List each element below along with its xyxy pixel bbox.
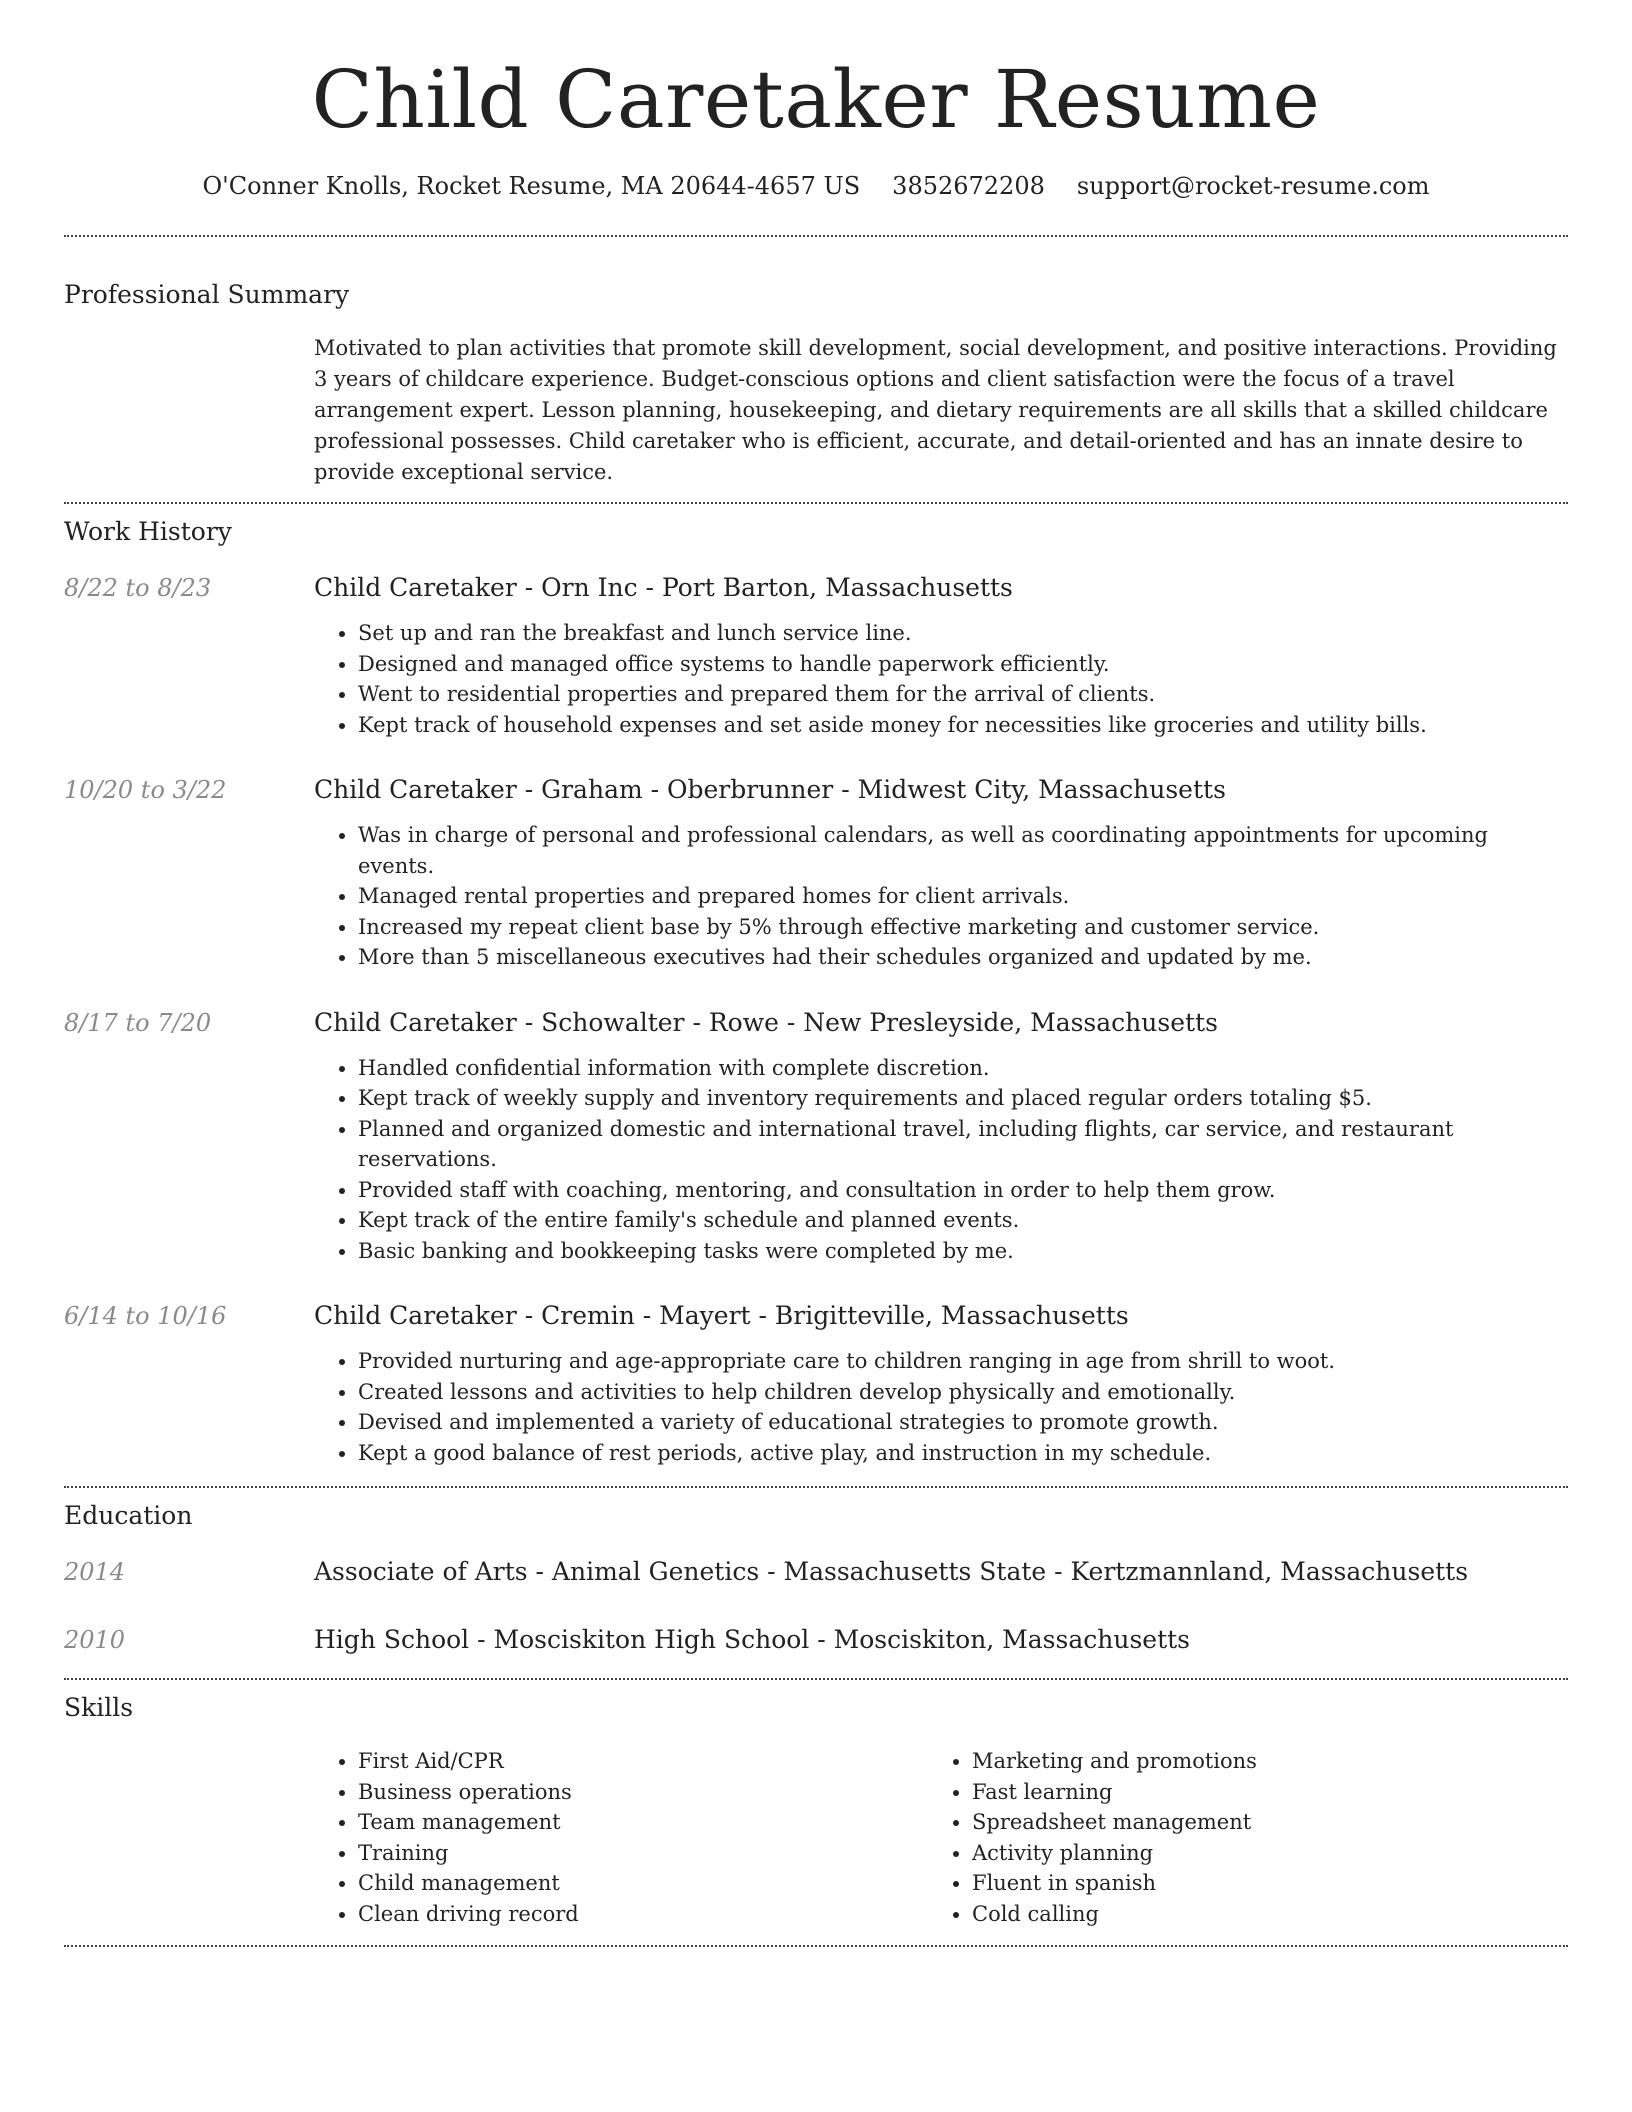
job-title: Child Caretaker - Schowalter - Rowe - New Presleyside, Massachusetts [314, 1007, 1218, 1037]
divider [64, 1945, 1568, 1947]
job-dates: 6/14 to 10/16 [64, 1302, 227, 1330]
job-entry [64, 1300, 1568, 1468]
contact-phone: 3852672208 [892, 172, 1045, 200]
divider [64, 235, 1568, 237]
job-bullet: • Provided nurturing and age-appropriate care to children ranging in age from shrill to woot. [358, 1346, 1568, 1377]
job-bullet: • Kept a good balance of rest periods, active play, and instruction in my schedule. [358, 1438, 1568, 1469]
job-title: Child Caretaker - Cremin - Mayert - Brigitteville, Massachusetts [314, 1301, 1129, 1330]
job-bullet: • Designed and managed office systems to handle paperwork efficiently. [358, 649, 1568, 680]
job-title: Child Caretaker - Graham - Oberbrunner - Midwest City, Massachusetts [314, 775, 1226, 804]
education-degree: High School [314, 1625, 470, 1654]
education-entry [64, 1556, 1568, 1588]
job-bullet: • Planned and organized domestic and international travel, including flights, car service, and restaurant reservations. [358, 1114, 1568, 1175]
skills-heading: Skills [64, 1693, 134, 1722]
summary-heading: Professional Summary [64, 280, 350, 309]
skill-item: • First Aid/CPR [358, 1746, 928, 1777]
skill-item: • Cold calling [972, 1899, 1542, 1930]
contact-email: support@rocket-resume.com [1076, 172, 1430, 200]
skill-item: • Child management [358, 1868, 928, 1899]
skill-item: • Fast learning [972, 1777, 1542, 1808]
resume-page [64, 0, 1568, 1947]
divider [64, 1486, 1568, 1488]
education-school: - Massachusetts State - Kertzmannland, Massachusetts [759, 1557, 1469, 1586]
resume-title: Child Caretaker Resume [311, 53, 1321, 146]
job-bullet: • Kept track of weekly supply and inventory requirements and placed regular orders totaling $5. [358, 1083, 1568, 1114]
job-bullet: • Kept track of household expenses and set aside money for necessities like groceries and utility bills. [358, 710, 1568, 741]
job-title: Child Caretaker - Orn Inc - Port Barton, Massachusetts [314, 573, 1013, 602]
skill-item: • Fluent in spanish [972, 1868, 1542, 1899]
job-bullet: • Set up and ran the breakfast and lunch service line. [358, 618, 1568, 649]
skill-item: • Business operations [358, 1777, 928, 1808]
job-bullet: • Provided staff with coaching, mentoring, and consultation in order to help them grow. [358, 1175, 1568, 1206]
job-bullet: • Handled confidential information with complete discretion. [358, 1053, 1568, 1084]
job-bullet: • Increased my repeat client base by 5% through effective marketing and customer service. [358, 912, 1568, 943]
job-bullet: • More than 5 miscellaneous executives had their schedules organized and updated by me. [358, 942, 1568, 973]
job-bullet: • Managed rental properties and prepared homes for client arrivals. [358, 881, 1568, 912]
job-dates: 8/22 to 8/23 [64, 574, 212, 602]
education-degree: Associate of Arts - Animal Genetics [314, 1557, 760, 1586]
job-bullet: • Created lessons and activities to help children develop physically and emotionally. [358, 1377, 1568, 1408]
education-entry [64, 1624, 1568, 1656]
divider [64, 1678, 1568, 1680]
job-entry [64, 1007, 1568, 1267]
education-year: 2010 [64, 1626, 126, 1654]
work-history-heading: Work History [64, 517, 232, 546]
job-entry [64, 774, 1568, 973]
summary-text: Motivated to plan activities that promote skill development, social development, and positive interactions. Providing 3 years of childcare experience. Budget-conscious options and client satisfaction were the focus of a travel arrangement expert. Lesson planning, housekeeping, and dietary requirements are all skills that a skilled childcare professional possesses. Child caretaker who is efficient, accurate, and detail-oriented and has an innate desire to provide exceptional service. [314, 336, 1557, 484]
education-school: - Mosciskiton High School - Mosciskiton, Massachusetts [469, 1625, 1191, 1654]
education-year: 2014 [64, 1558, 126, 1586]
skill-item: • Team management [358, 1807, 928, 1838]
skill-item: • Clean driving record [358, 1899, 928, 1930]
skill-item: • Training [358, 1838, 928, 1869]
skill-item: • Spreadsheet management [972, 1807, 1542, 1838]
job-bullet: • Went to residential properties and prepared them for the arrival of clients. [358, 679, 1568, 710]
contact-address: O'Conner Knolls, Rocket Resume, MA 20644-4657 US [202, 172, 861, 200]
job-bullet: • Was in charge of personal and professional calendars, as well as coordinating appointments for upcoming events. [358, 820, 1568, 881]
contact-line [64, 170, 1568, 202]
job-dates: 8/17 to 7/20 [64, 1008, 212, 1037]
job-entry [64, 572, 1568, 740]
skills-list [314, 1746, 1568, 1929]
job-bullet: • Devised and implemented a variety of educational strategies to promote growth. [358, 1407, 1568, 1438]
skill-item: • Activity planning [972, 1838, 1542, 1869]
education-heading: Education [64, 1501, 193, 1530]
job-dates: 10/20 to 3/22 [64, 776, 227, 804]
divider [64, 502, 1568, 504]
skill-item: • Marketing and promotions [972, 1746, 1542, 1777]
job-bullet: • Basic banking and bookkeeping tasks were completed by me. [358, 1236, 1568, 1267]
job-bullet: • Kept track of the entire family's schedule and planned events. [358, 1205, 1568, 1236]
